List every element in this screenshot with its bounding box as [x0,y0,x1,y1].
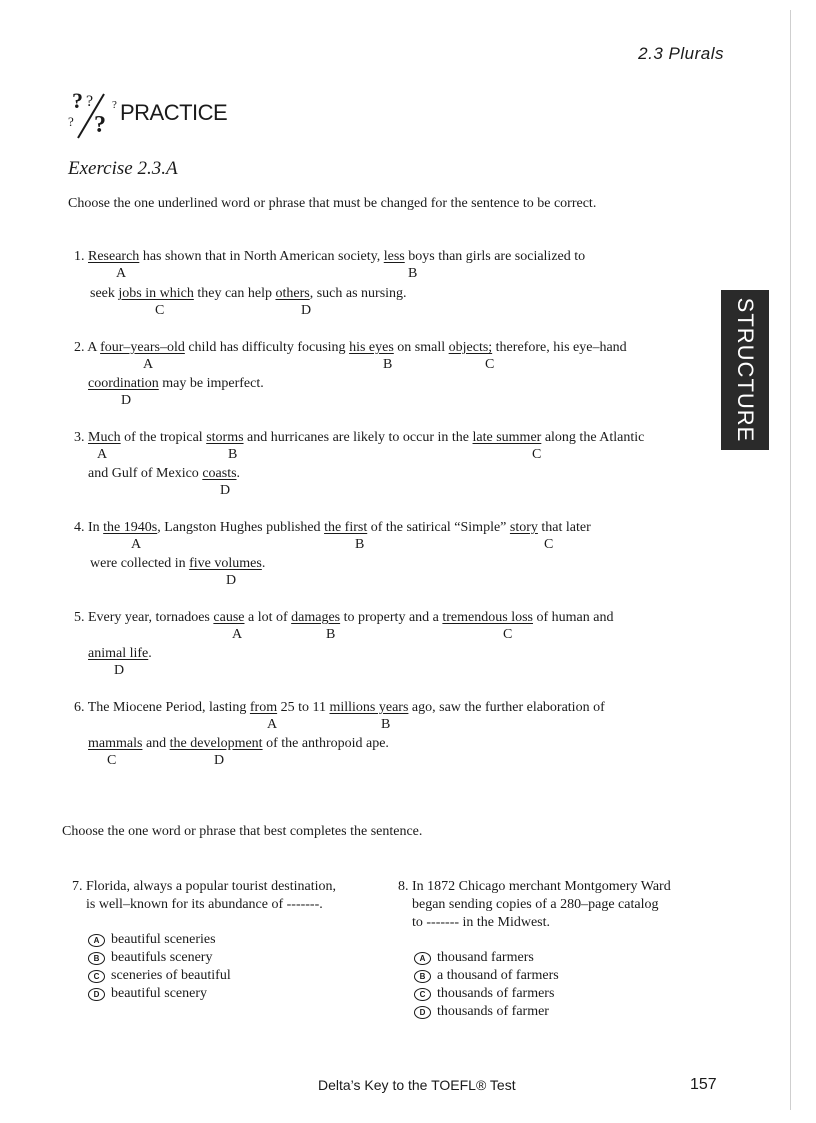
option-letter-c: C [544,537,554,552]
question-8-options [414,949,559,1021]
practice-title: PRACTICE [120,100,228,125]
sentence-text: has shown that in North American society, [139,249,384,264]
option-circle-d: D [88,988,105,1001]
page-number: 157 [690,1076,717,1093]
sentence-text: . [261,556,266,571]
question-7-option-a[interactable] [88,931,231,949]
svg-text:?: ? [94,112,106,138]
sentence-text: In [88,520,104,535]
option-letter-c: C [532,447,542,462]
question-7-stem [72,878,336,914]
question-number: 3. [74,430,85,445]
instruction-error-identification: Choose the one underlined word or phrase that must be changed for the sentence to be correct. [68,196,597,211]
question-number: 8. [398,879,409,894]
option-circle-a: A [88,934,105,947]
sentence-text: a lot of [244,610,292,625]
underlined-option: from [249,700,278,715]
option-text: beautiful scenery [111,986,208,1001]
option-circle-b: B [414,970,431,983]
svg-text:?: ? [68,114,74,129]
underlined-option: coordination [88,376,159,391]
option-letter-b: B [355,537,365,552]
question-number: 4. [74,520,85,535]
question-number: 6. [74,700,85,715]
option-letter-a: A [116,266,127,281]
question-7-line-1 [72,878,336,896]
sentence-text: and Gulf of Mexico [88,466,203,481]
question-1-line-2 [90,285,407,303]
question-8-option-d[interactable] [414,1003,559,1021]
sentence-text: ago, saw the further elaboration of [408,700,605,715]
option-letter-d: D [114,663,125,678]
option-circle-c: C [414,988,431,1001]
sentence-text: In 1872 Chicago merchant Montgomery Ward [412,879,671,894]
option-letter-b: B [381,717,391,732]
structure-side-tab [721,290,769,450]
option-text: beautiful sceneries [111,932,216,947]
option-letter-b: B [326,627,336,642]
question-number: 1. [74,249,85,264]
option-letter-a: A [267,717,278,732]
option-letter-d: D [220,483,231,498]
question-8-line-2: began sending copies of a 280–page catalog [412,897,659,912]
sentence-text: . [236,466,241,481]
sentence-text: boys than girls are socialized to [404,249,586,264]
svg-text:?: ? [86,93,94,110]
question-4-line-1 [74,519,591,537]
page-edge-rule [790,10,791,1110]
underlined-option: five volumes [189,556,262,571]
sentence-text: on small [393,340,449,355]
exercise-title: Exercise 2.3.A [68,158,178,179]
option-letter-c: C [155,303,165,318]
underlined-option: tremendous loss [442,610,533,625]
sentence-text: to property and a [340,610,443,625]
option-letter-d: D [214,753,225,768]
question-8-stem [398,878,671,932]
question-8-option-a[interactable] [414,949,559,967]
option-letter-a: A [143,357,154,372]
question-7-option-c[interactable] [88,967,231,985]
sentence-text: Florida, always a popular tourist destination, [86,879,337,894]
option-letter-d: D [301,303,312,318]
question-8-line-3: to ------- in the Midwest. [412,915,551,930]
option-circle-c: C [88,970,105,983]
underlined-option: the 1940s [103,520,158,535]
option-letter-b: B [408,266,418,281]
option-letter-a: A [232,627,243,642]
sentence-text: may be imperfect. [158,376,264,391]
side-tab-label: STRUCTURE [733,297,758,443]
sentence-text: The Miocene Period, lasting [87,700,250,715]
section-running-head: 2.3 Plurals [638,44,724,63]
underlined-option: his eyes [349,340,394,355]
underlined-option: Much [88,430,121,445]
underlined-option: damages [291,610,341,625]
question-3-line-1 [74,429,644,447]
question-7-line-2: is well–known for its abundance of -------. [86,897,323,912]
option-letter-b: B [228,447,238,462]
question-5-line-1 [74,609,613,627]
option-letter-c: C [107,753,117,768]
question-marks-icon [64,88,118,142]
option-letter-d: D [226,573,237,588]
option-letter-b: B [383,357,393,372]
underlined-option: four–years–old [100,340,185,355]
option-circle-a: A [414,952,431,965]
option-text: thousands of farmer [437,1004,549,1019]
underlined-option: story [509,520,538,535]
sentence-text: of human and [532,610,614,625]
option-text: thousand farmers [437,950,534,965]
question-6-line-2 [88,735,389,753]
book-title-footer: Delta’s Key to the TOEFL® Test [318,1077,516,1093]
sentence-text: Every year, tornadoes [88,610,214,625]
option-letter-d: D [121,393,132,408]
sentence-text: along the Atlantic [541,430,645,445]
question-8-line-1 [398,878,671,896]
sentence-text: seek [90,286,119,301]
underlined-option: jobs in which [118,286,194,301]
sentence-text: , Langston Hughes published [157,520,325,535]
sentence-text: and hurricanes are likely to occur in the [243,430,473,445]
sentence-text: therefore, his eye–hand [492,340,627,355]
option-letter-c: C [485,357,495,372]
sentence-text: of the tropical [120,430,207,445]
question-2-line-2 [88,375,264,393]
question-7-options [88,931,231,1003]
option-text: beautifuls scenery [111,950,213,965]
option-letter-c: C [503,627,513,642]
sentence-text: child has difficulty focusing [184,340,350,355]
svg-text:?: ? [72,88,83,113]
sentence-text: that later [537,520,591,535]
svg-text:?: ? [112,99,117,111]
option-text: a thousand of farmers [437,968,559,983]
sentence-text: and [142,736,170,751]
question-number: 2. [74,340,85,355]
question-4-line-2 [90,555,265,573]
question-5-line-2 [88,645,152,663]
question-7-option-b[interactable] [88,949,231,967]
underlined-option: less [383,249,405,264]
underlined-option: the development [169,736,263,751]
option-text: sceneries of beautiful [111,968,231,983]
underlined-option: others [275,286,310,301]
sentence-text: of the anthropoid ape. [262,736,389,751]
option-letter-a: A [131,537,142,552]
question-7-option-d[interactable] [88,985,231,1003]
sentence-text: they can help [193,286,276,301]
underlined-option: mammals [88,736,143,751]
sentence-text: . [148,646,152,661]
underlined-option: late summer [472,430,542,445]
underlined-option: the first [324,520,368,535]
underlined-option: millions years [329,700,409,715]
underlined-option: coasts [202,466,237,481]
question-2-line-1 [74,339,627,357]
underlined-option: cause [213,610,245,625]
question-1-line-1 [74,248,585,266]
option-circle-b: B [88,952,105,965]
underlined-option: objects; [448,340,493,355]
underlined-option: animal life [88,646,149,661]
sentence-text: were collected in [90,556,190,571]
question-8-option-c[interactable] [414,985,559,1003]
question-6-line-1 [74,699,605,717]
option-letter-a: A [97,447,108,462]
underlined-option: Research [88,249,140,264]
sentence-text: of the satirical “Simple” [367,520,510,535]
question-8-option-b[interactable] [414,967,559,985]
question-number: 5. [74,610,85,625]
sentence-text: , such as nursing. [309,286,407,301]
instruction-sentence-completion: Choose the one word or phrase that best completes the sentence. [62,824,423,839]
underlined-option: storms [206,430,244,445]
question-number: 7. [72,879,83,894]
option-text: thousands of farmers [437,986,555,1001]
question-3-line-2 [88,465,240,483]
sentence-text: A [87,340,101,355]
sentence-text: 25 to 11 [277,700,330,715]
option-circle-d: D [414,1006,431,1019]
